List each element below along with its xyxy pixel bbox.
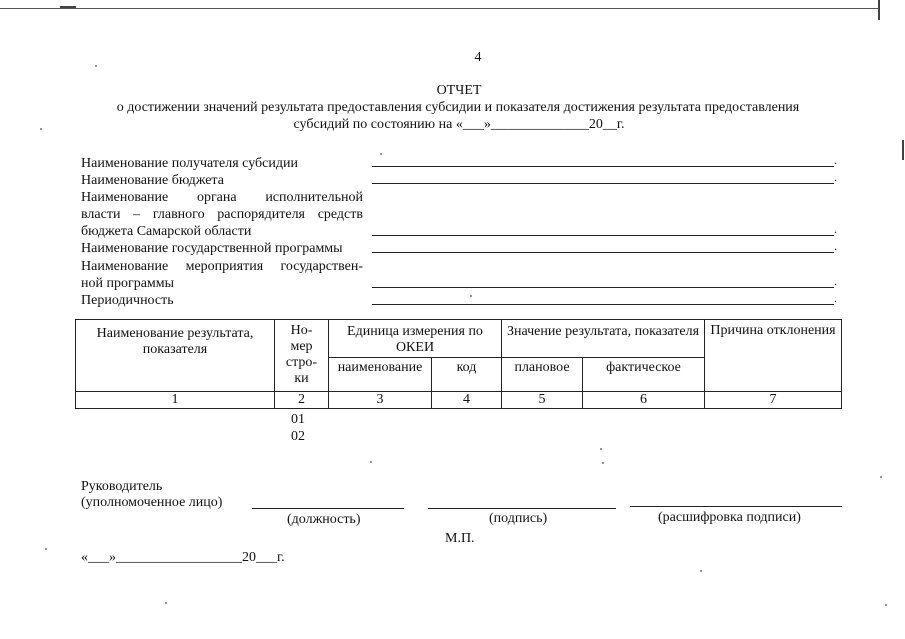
field-dot: . <box>834 170 837 184</box>
header-row-number-line: мер <box>290 339 313 354</box>
scan-speck <box>40 128 42 130</box>
decoding-caption: (расшифровка подписи) <box>658 510 801 525</box>
page-number: 4 <box>474 50 482 65</box>
header-unit-name: наименование <box>329 358 432 392</box>
header-row-number-line: стро- <box>285 355 318 370</box>
position-line <box>252 508 404 509</box>
field-dot: . <box>834 291 837 305</box>
field-line-periodicity <box>372 304 834 305</box>
field-label-program: Наименование государственной программы <box>81 241 343 256</box>
report-subtitle-line2: субсидий по состоянию на «___»______________20__г. <box>293 117 625 132</box>
field-label-recipient: Наименование получателя субсидии <box>81 156 298 171</box>
header-unit-group: Единица измерения по ОКЕИ <box>329 320 502 358</box>
scan-speck <box>885 604 887 606</box>
field-line-program <box>372 252 834 253</box>
scan-speck <box>880 476 882 478</box>
column-number: 2 <box>275 392 329 409</box>
header-row-number <box>275 320 329 392</box>
field-label-budget: Наименование бюджета <box>81 173 224 188</box>
report-subtitle-line1: о достижении значений результата предоставления субсидии и показателя достижения результата предоставления <box>116 100 800 115</box>
field-label-authority-2: власти – главного распорядителя средств <box>81 207 363 222</box>
field-label-periodicity: Периодичность <box>81 293 174 308</box>
scan-speck <box>165 602 167 604</box>
scan-speck <box>602 462 604 464</box>
column-number: 6 <box>583 392 705 409</box>
scan-top-mark <box>60 6 76 8</box>
header-row-number-line: Но- <box>290 323 313 338</box>
scan-right-mark-bottom <box>902 140 904 160</box>
row-code: 01 <box>291 412 305 427</box>
field-dot: . <box>834 222 837 236</box>
column-number: 1 <box>76 392 275 409</box>
results-table <box>75 319 842 409</box>
date-line: «___»__________________20___г. <box>81 550 285 565</box>
row-code: 02 <box>291 429 305 444</box>
header-value-actual: фактическое <box>583 358 705 392</box>
scan-speck <box>380 153 382 155</box>
scan-speck <box>370 461 372 463</box>
column-number: 3 <box>329 392 432 409</box>
field-line-authority <box>372 235 834 236</box>
header-value-group: Значение результата, показателя <box>502 320 705 358</box>
header-result-name: Наименование результата, показателя <box>76 320 275 392</box>
field-dot: . <box>834 239 837 253</box>
field-line-event <box>372 287 834 288</box>
scan-speck <box>600 448 602 450</box>
report-title: ОТЧЕТ <box>436 83 482 98</box>
scan-speck <box>45 548 47 550</box>
scan-speck <box>95 65 97 67</box>
scan-top-border <box>0 8 878 9</box>
field-dot: . <box>834 153 837 167</box>
column-number: 7 <box>705 392 842 409</box>
field-label-event-2: ной программы <box>81 276 175 291</box>
field-label-authority-3: бюджета Самарской области <box>81 224 252 239</box>
decoding-line <box>630 506 842 507</box>
signatory-label-line1: Руководитель <box>81 479 163 494</box>
stamp-label: М.П. <box>445 531 475 546</box>
field-dot: . <box>834 274 837 288</box>
signatory-label-line2: (уполномоченное лицо) <box>81 495 223 510</box>
signature-caption: (подпись) <box>489 511 548 526</box>
column-number: 4 <box>432 392 502 409</box>
field-line-recipient <box>372 166 834 167</box>
header-value-planned: плановое <box>502 358 583 392</box>
header-row-number-line: ки <box>294 371 309 386</box>
scan-speck <box>470 295 472 297</box>
field-label-authority-1: Наименование органа исполнительной <box>81 190 363 205</box>
scan-right-mark-top <box>878 0 880 20</box>
field-label-event-1: Наименование мероприятия государствен- <box>81 259 363 274</box>
position-caption: (должность) <box>287 512 361 527</box>
column-number: 5 <box>502 392 583 409</box>
signature-line <box>428 508 616 509</box>
field-line-budget <box>372 183 834 184</box>
scan-speck <box>700 570 702 572</box>
header-unit-code: код <box>432 358 502 392</box>
header-reason: Причина отклонения <box>705 320 842 392</box>
